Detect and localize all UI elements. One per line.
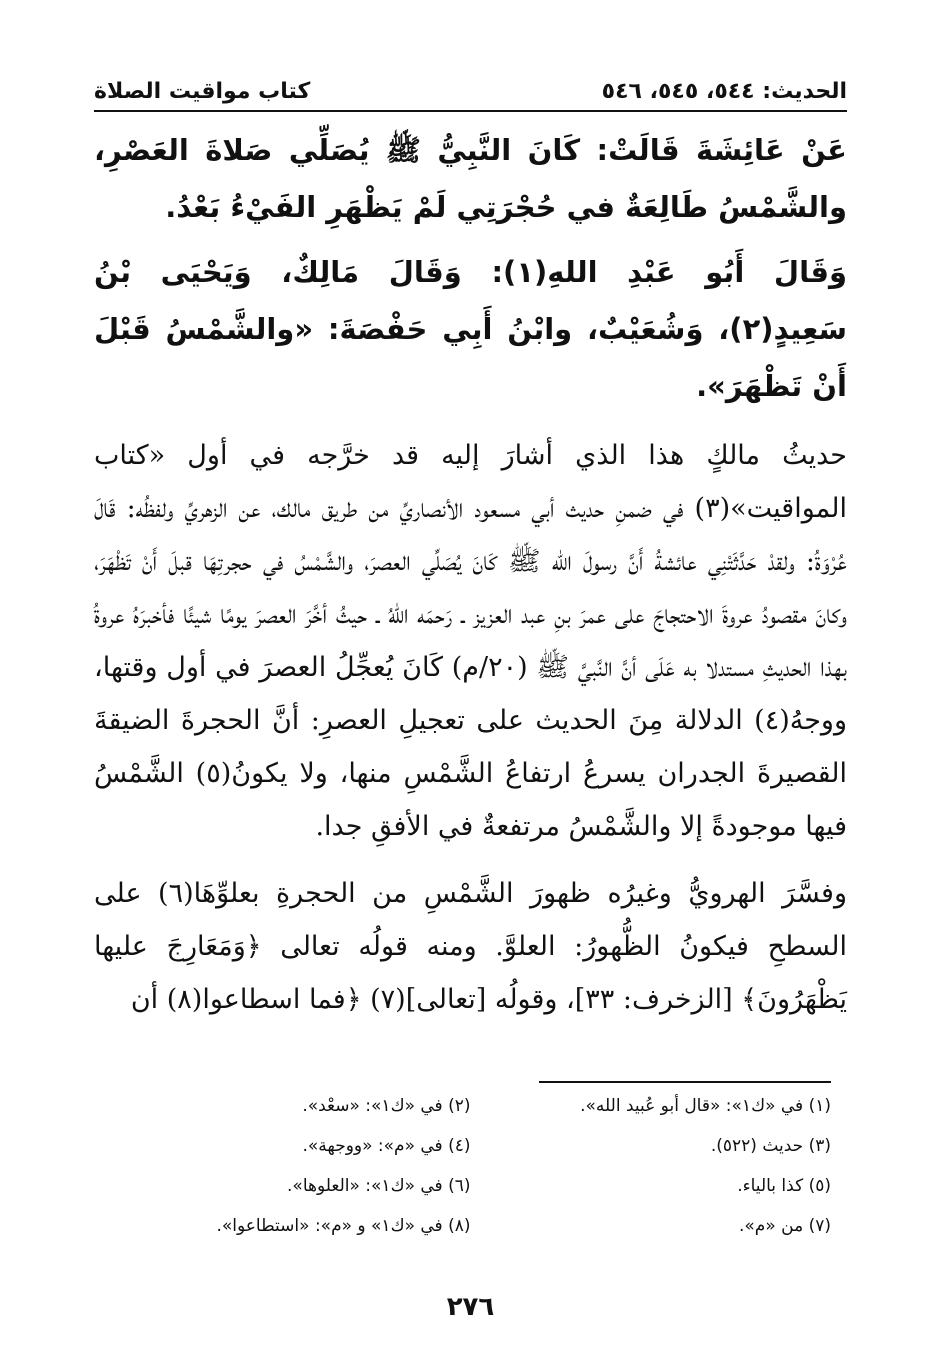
hadith-attribution: وَقَالَ أَبُو عَبْدِ اللهِ(١): وَقَالَ مَالِكٌ، وَيَحْيَى بْنُ سَعِيدٍ(٢)، وَشُعَيْبٌ، وابْنُ أَبِي حَفْصَةَ: «والشَّمْسُ قَبْلَ أَنْ تَظْهَرَ». [94, 255, 847, 403]
footnote: (٦) في «ك١»: «العلوها». [287, 1176, 471, 1196]
header-hadith-numbers: الحديث: ٥٤٤، ٥٤٥، ٥٤٦ [601, 79, 847, 104]
footnotes [110, 1096, 831, 1256]
footnote: (٨) في «ك١» و «م»: «استطاعوا». [216, 1216, 471, 1236]
footnote: (٣) حديث (٥٢٢). [710, 1136, 831, 1156]
footnote: (٢) في «ك١»: «سعْد». [302, 1096, 471, 1116]
header-book-title: كتاب مواقيت الصلاة [94, 79, 311, 104]
page-number: ٢٧٦ [446, 1292, 495, 1322]
footnote: (٥) كذا بالياء. [737, 1176, 831, 1196]
main-text [94, 122, 847, 1040]
commentary-paragraph: حديثُ مالكٍ هذا الذي أشارَ إليه قد خرَّجه في أول «كتاب المواقيت»(٣) في ضمنِ حديث أبي مسعود الأنصاريِّ من طريق مالك، عن الزهريِّ ولفظُه: قَالَ عُرْوَةُ: ولقدْ حَدَّثَتْنِي عائشةُ أَنَّ رسولَ الله ﷺ كَانَ يُصَلِّي العصرَ، والشَّمْسُ في حجرتِهَا قبلَ أَنْ تَظْهَرَ، وكانَ مقصودُ عروةَ الاحتجاجَ على عمرَ بنِ عبد العزيز ـ رَحمَه اللهُ ـ حيثُ أخَّرَ العصرَ يومًا شيئًا فأخبرَهُ عروةُ بهذا الحديثِ مستدلا به عَلَى أنَّ النَّبيَّ ﷺ (٢٠/م) كَانَ يُعجِّلُ العصرَ في أول وقتها، ووجهُ(٤) الدلالة مِنَ الحديث على تعجيلِ العصرِ: أنَّ الحجرةَ الضيقةَ القصيرةَ الجدران يسرعُ ارتفاعُ الشَّمْسِ منها، ولا يكونُ(٥) الشَّمْسُ فيها موجودةً إلا والشَّمْسُ مرتفعةٌ في الأفقِ جدا. [94, 440, 848, 842]
running-header [94, 68, 847, 112]
commentary-paragraph: وفسَّرَ الهرويُّ وغيرُه ظهورَ الشَّمْسِ من الحجرةِ بعلوِّهَا(٦) على السطحِ فيكونُ الظُّهورُ: العلوَّ. ومنه قولُه تعالى ﴿وَمَعَارِجَ عليها يَظْهَرُونَ﴾ [الزخرف: ٣٣]، وقولُه [تعالى](٧) ﴿فما اسطاعوا(٨) أن [94, 878, 847, 1015]
footnote: (٧) من «م». [739, 1216, 831, 1236]
hadith-text: عَنْ عَائِشَةَ قَالَتْ: كَانَ النَّبِيُّ ﷺ يُصَلِّي صَلاةَ العَصْرِ، والشَّمْسُ طَالِعَةٌ في حُجْرَتِي لَمْ يَظْهَرِ الفَيْءُ بَعْدُ. [94, 133, 847, 224]
footnote-separator [539, 1081, 831, 1083]
footnote: (١) في «ك١»: «قال أبو عُبيد الله». [580, 1096, 831, 1116]
footnote: (٤) في «م»: «ووجهة». [302, 1136, 471, 1156]
